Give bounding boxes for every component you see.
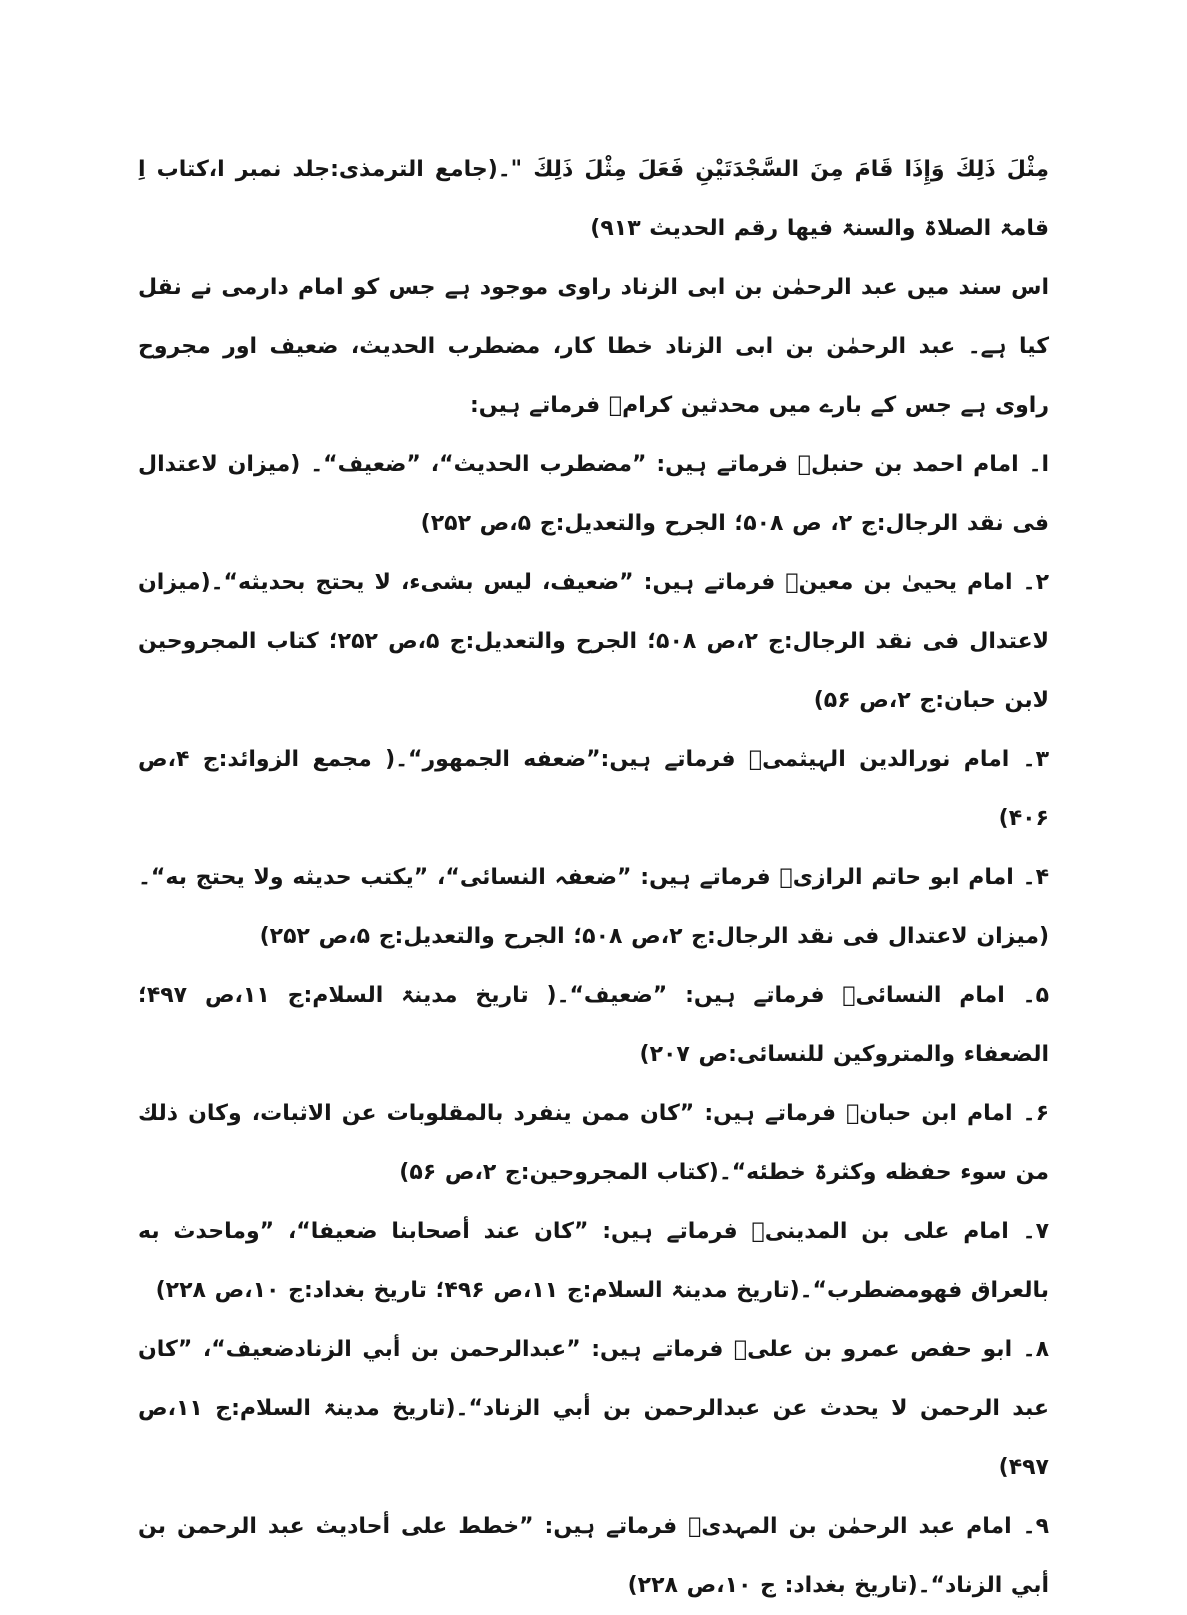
opinion-item-9: ۹۔ امام عبد الرحمٰن بن المہدیؒ فرماتے ہیں: ”خطط علی أحادیث عبد الرحمن بن أبي الزناد“۔(تاریخ بغداد: ج ۱۰،ص ۲۲۸) bbox=[138, 1514, 1049, 1598]
opinion-item-3: ۳۔ امام نورالدین الہیثمیؒ فرماتے ہیں:”ضعفه الجمهور“۔( مجمع الزوائد:ج ۴،ص ۴۰۶) bbox=[138, 747, 1049, 831]
hadith-continuation-paragraph: مِثْلَ ذَلِكَ وَإِذَا قَامَ مِنَ السَّجْدَتَيْنِ فَعَلَ مِثْلَ ذَلِكَ "۔(جامع الترمذی:جلد نمبر ا،کتاب اِ قامۃ الصلاۃ والسنۃ فیھا رقم الحدیث ۹۱۳) bbox=[138, 157, 1049, 241]
opinion-item-5: ۵۔ امام النسائیؒ فرماتے ہیں: ”ضعیف“۔( تاریخ مدینۃ السلام:ج ۱۱،ص ۴۹۷؛ الضعفاء والمتروکین للنسائی:ص ۲۰۷) bbox=[138, 983, 1050, 1067]
opinion-item-8: ۸۔ ابو حفص عمرو بن علیؒ فرماتے ہیں: ”عبدالرحمن بن أبي الزنادضعیف“، ”کان عبد الرحمن لا یحدث عن عبدالرحمن بن أبي الزناد“۔(تاریخ مدینۃ السلام:ج ۱۱،ص ۴۹۷) bbox=[138, 1337, 1049, 1480]
opinion-item-1: ا۔ امام احمد بن حنبلؒ فرماتے ہیں: ”مضطرب الحدیث“، ”ضعیف“۔ (میزان لاعتدال فی نقد الرجال:ج ۲، ص ۵۰۸؛ الجرح والتعدیل:ج ۵،ص ۲۵۲) bbox=[138, 452, 1049, 536]
document-page bbox=[138, 140, 1049, 1615]
opinion-item-7: ۷۔ امام علی بن المدینیؒ فرماتے ہیں: ”کان عند أصحابنا ضعیفا“، ”وماحدث به بالعراق فهومضطرب“۔(تاریخ مدینۃ السلام:ج ۱۱،ص ۴۹۶؛ تاریخ بغداد:ج ۱۰،ص ۲۲۸) bbox=[138, 1219, 1049, 1303]
narrator-intro-paragraph: اس سند میں عبد الرحمٰن بن ابی الزناد راوی موجود ہے جس کو امام دارمی نے نقل کیا ہے۔ عبد الرحمٰن بن ابی الزناد خطا کار، مضطرب الحدیث، ضعیف اور مجروح راوی ہے جس کے بارے میں محدثین کرامؒ فرماتے ہیں: bbox=[138, 275, 1049, 418]
opinion-item-2: ۲۔ امام یحییٰ بن معینؒ فرماتے ہیں: ”ضعیف، لیس بشیء، لا یحتج بحدیثه“۔(میزان لاعتدال فی نقد الرجال:ج ۲،ص ۵۰۸؛ الجرح والتعدیل:ج ۵،ص ۲۵۲؛ کتاب المجروحین لابن حبان:ج ۲،ص ۵۶) bbox=[138, 570, 1049, 713]
opinion-item-4: ۴۔ امام ابو حاتم الرازیؒ فرماتے ہیں: ”ضعفہ النسائی“، ”یکتب حدیثه ولا یحتج به“۔(میزان لاعتدال فی نقد الرجال:ج ۲،ص ۵۰۸؛ الجرح والتعدیل:ج ۵،ص ۲۵۲) bbox=[138, 865, 1049, 949]
opinion-item-6: ۶۔ امام ابن حبانؒ فرماتے ہیں: ”کان ممن ینفرد بالمقلوبات عن الاثبات، وکان ذلك من سوء حفظه وکثرۃ خطئه“۔(کتاب المجروحین:ج ۲،ص ۵۶) bbox=[138, 1101, 1049, 1185]
